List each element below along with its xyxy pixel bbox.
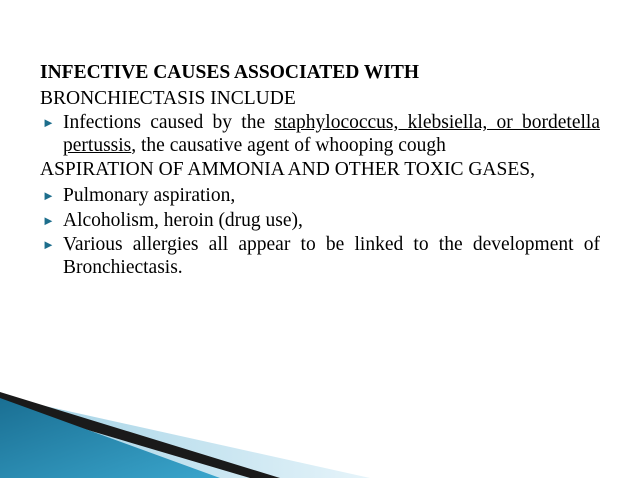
bullet-text: Various allergies all appear to be linked to the development of Bronchiectasis. (63, 234, 600, 278)
triangle-bullet-icon: ► (42, 187, 55, 203)
heading-line-2: BRONCHIECTASIS INCLUDE (40, 87, 296, 109)
triangle-bullet-icon: ► (42, 212, 55, 228)
infections-text-end: , the causative agent of whooping cough (131, 134, 446, 156)
bullet-item-alcoholism (40, 210, 600, 233)
bullet-text: Pulmonary aspiration, (63, 184, 236, 206)
aspiration-line: ASPIRATION OF AMMONIA AND OTHER TOXIC GASES, (40, 159, 535, 181)
heading-line-1: INFECTIVE CAUSES ASSOCIATED WITH (40, 62, 420, 83)
bullet-item-pulmonary (40, 185, 600, 208)
infections-text-start: Infections caused by the (63, 112, 266, 134)
triangle-bullet-icon: ► (42, 115, 55, 131)
triangle-bullet-icon: ► (42, 237, 55, 253)
bullet-text: Alcoholism, heroin (drug use), (63, 209, 303, 231)
pathogens-link-text: staphylococcus, klebsiella, or bordetella pertussis (63, 112, 600, 156)
bullet-item-infections (40, 112, 600, 157)
bullet-item-allergies (40, 234, 600, 279)
slide-body (40, 62, 600, 281)
